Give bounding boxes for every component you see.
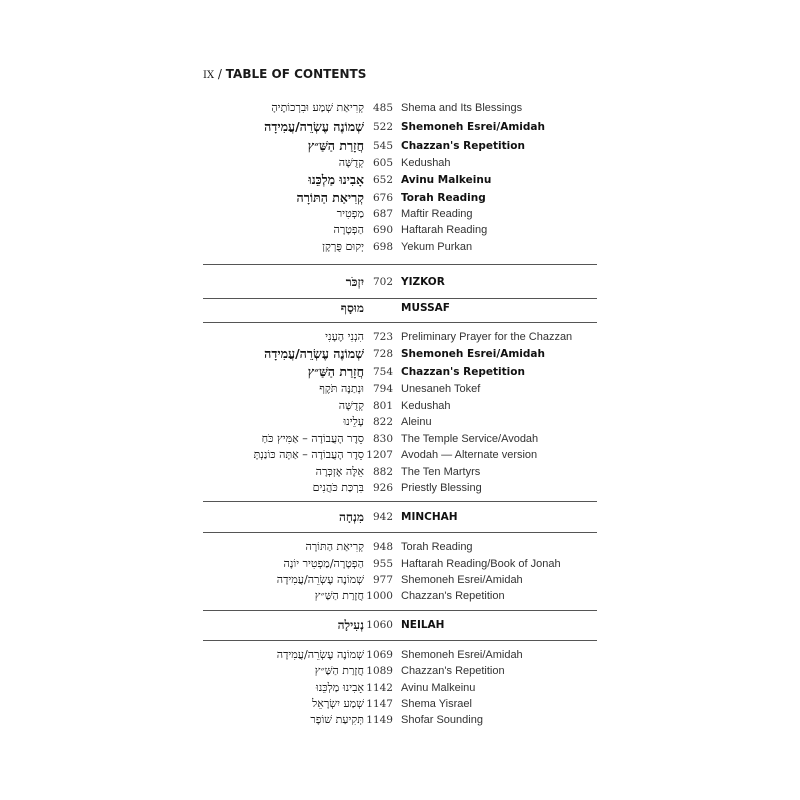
page-number: IX [203,70,215,81]
page-number: 830 [372,433,393,445]
page-number: 1142 [366,682,393,694]
section-divider [203,298,597,299]
toc-entry [0,381,800,397]
page-number: 926 [372,482,393,494]
english-title: Haftarah Reading/Book of Jonah [401,558,561,570]
english-title: NEILAH [401,619,445,631]
page-number: 1147 [366,698,393,710]
hebrew-title: שְׁמוֹנֶה עֶשְׂרֵה/עֲמִידָה [276,648,364,661]
hebrew-title: שְׁמוֹנֶה עֶשְׂרֵה/עֲמִידָה [276,573,364,586]
toc-entry [0,588,800,604]
hebrew-title: שְׁמַע יִשְׂרָאֵל [312,697,364,710]
hebrew-title: קְרִיאַת שְׁמַע וּבִרְכוֹתֶיהָ [271,101,364,114]
page-number: 801 [372,400,393,412]
toc-entry [0,663,800,679]
toc-entry [0,329,800,345]
toc-entry [0,539,800,555]
page-number: 822 [372,416,393,428]
english-title: Avinu Malkeinu [401,174,492,186]
page-number: 1000 [366,590,393,602]
hebrew-title: הַפְטָרָה [333,223,364,236]
hebrew-title: מוּסָף [340,301,364,315]
section-heading [0,617,800,633]
toc-entry [0,431,800,447]
page-number: 687 [372,208,393,220]
english-title: Kedushah [401,400,451,412]
section-divider [203,501,597,502]
english-title: Chazzan's Repetition [401,140,525,152]
hebrew-title: יְקוּם פֻּרְקָן [322,240,364,253]
hebrew-title: נְעִילָה [337,618,364,632]
hebrew-title: עָלֵינוּ [343,415,364,428]
page-number: 955 [372,558,393,570]
english-title: Maftir Reading [401,208,473,220]
english-title: Shema and Its Blessings [401,102,523,114]
toc-entry [0,712,800,728]
hebrew-title: וּנְתַנֶּה תֹּקֶף [319,382,364,395]
english-title: Chazzan's Repetition [401,590,505,602]
page-number: 942 [372,511,393,523]
hebrew-title: קְרִיאַת הַתּוֹרָה [305,540,364,553]
toc-entry [0,680,800,696]
english-title: Avodah — Alternate version [401,449,538,461]
toc-entry [0,556,800,572]
english-title: MINCHAH [401,511,458,523]
section-heading [0,274,800,290]
hebrew-title: קְדֻשָּׁה [338,156,364,169]
hebrew-title: קְדֻשָּׁה [338,399,364,412]
english-title: The Ten Martyrs [401,466,481,478]
page-number: 1089 [366,665,393,677]
toc-entry [0,398,800,414]
page-number: 754 [372,366,393,378]
hebrew-title: חֲזָרַת הַשַּׁ״ץ [307,364,364,379]
english-title: YIZKOR [401,276,445,288]
english-title: Chazzan's Repetition [401,665,505,677]
hebrew-title: הִנְנִי הֶעָנִי [325,330,364,343]
hebrew-title: אָבִינוּ מַלְכֵּנוּ [308,172,364,187]
page-number: 723 [372,331,393,343]
page-number: 652 [372,174,393,186]
english-title: Torah Reading [401,541,473,553]
page-title: TABLE OF CONTENTS [225,67,367,81]
page-number: 702 [372,276,393,288]
page-number: 1060 [366,619,393,631]
section-divider [203,640,597,641]
toc-entry [0,696,800,712]
page-number: 485 [372,102,393,114]
toc-entry [0,206,800,222]
page-number: 605 [372,157,393,169]
english-title: Shema Yisrael [401,698,472,710]
english-title: Shemoneh Esrei/Amidah [401,574,523,586]
hebrew-title: יִזְכֹּר [345,275,364,289]
toc-entry [0,119,800,135]
hebrew-title: מִנְחָה [338,510,364,524]
toc-entry [0,572,800,588]
english-title: Avinu Malkeinu [401,682,476,694]
hebrew-title: קְרִיאַת הַתּוֹרָה [296,190,364,205]
hebrew-title: חֲזָרַת הַשַּׁ״ץ [314,589,364,602]
english-title: Kedushah [401,157,451,169]
english-title: MUSSAF [401,302,450,314]
toc-entry [0,647,800,663]
toc-entry [0,239,800,255]
toc-entry [0,138,800,154]
header-separator: / [217,67,222,81]
page-number: 1149 [366,714,393,726]
toc-entry [0,480,800,496]
toc-entry [0,464,800,480]
toc-entry [0,346,800,362]
english-title: Unesaneh Tokef [401,383,481,395]
english-title: Preliminary Prayer for the Chazzan [401,331,573,343]
english-title: Shemoneh Esrei/Amidah [401,121,545,133]
hebrew-title: סֵדֶר הָעֲבוֹדָה – אַתָּה כּוֹנַנְתָּ [253,448,364,461]
page-number: 948 [372,541,393,553]
page-number: 1207 [366,449,393,461]
hebrew-title: שְׁמוֹנֶה עֶשְׂרֵה/עֲמִידָה [264,119,364,134]
toc-entry [0,447,800,463]
section-divider [203,610,597,611]
hebrew-title: בִּרְכַּת כֹּהֲנִים [312,481,364,494]
page-number: 676 [372,192,393,204]
page-number: 522 [372,121,393,133]
english-title: The Temple Service/Avodah [401,433,539,445]
english-title: Haftarah Reading [401,224,488,236]
toc-entry [0,414,800,430]
hebrew-title: תְּקִיעַת שׁוֹפָר [310,713,364,726]
page-number: 794 [372,383,393,395]
hebrew-title: אָבִינוּ מַלְכֵּנוּ [315,681,364,694]
toc-entry [0,190,800,206]
english-title: Priestly Blessing [401,482,482,494]
hebrew-title: חֲזָרַת הַשַּׁ״ץ [307,138,364,153]
english-title: Shofar Sounding [401,714,483,726]
toc-entry [0,222,800,238]
page-number: 545 [372,140,393,152]
hebrew-title: סֵדֶר הָעֲבוֹדָה – אַמִּיץ כֹּחַ [261,432,364,445]
section-heading [0,509,800,525]
section-divider [203,532,597,533]
hebrew-title: חֲזָרַת הַשַּׁ״ץ [314,664,364,677]
english-title: Torah Reading [401,192,486,204]
hebrew-title: שְׁמוֹנֶה עֶשְׂרֵה/עֲמִידָה [264,346,364,361]
page-number: 728 [372,348,393,360]
toc-entry [0,155,800,171]
english-title: Shemoneh Esrei/Amidah [401,348,545,360]
hebrew-title: מַפְטִיר [336,207,364,220]
section-heading [0,300,800,316]
hebrew-title: אֵלֶּה אֶזְכְּרָה [315,465,364,478]
page-number: 698 [372,241,393,253]
page-number: 1069 [366,649,393,661]
english-title: Yekum Purkan [401,241,473,253]
english-title: Aleinu [401,416,432,428]
toc-entry [0,100,800,116]
section-divider [203,264,597,265]
english-title: Shemoneh Esrei/Amidah [401,649,523,661]
page-header [203,67,366,81]
english-title: Chazzan's Repetition [401,366,525,378]
page-number: 690 [372,224,393,236]
section-divider [203,322,597,323]
toc-entry [0,172,800,188]
page-number: 882 [372,466,393,478]
page-number: 977 [372,574,393,586]
hebrew-title: הַפְטָרָה/מַפְטִיר יוֹנָה [283,557,364,570]
toc-entry [0,364,800,380]
